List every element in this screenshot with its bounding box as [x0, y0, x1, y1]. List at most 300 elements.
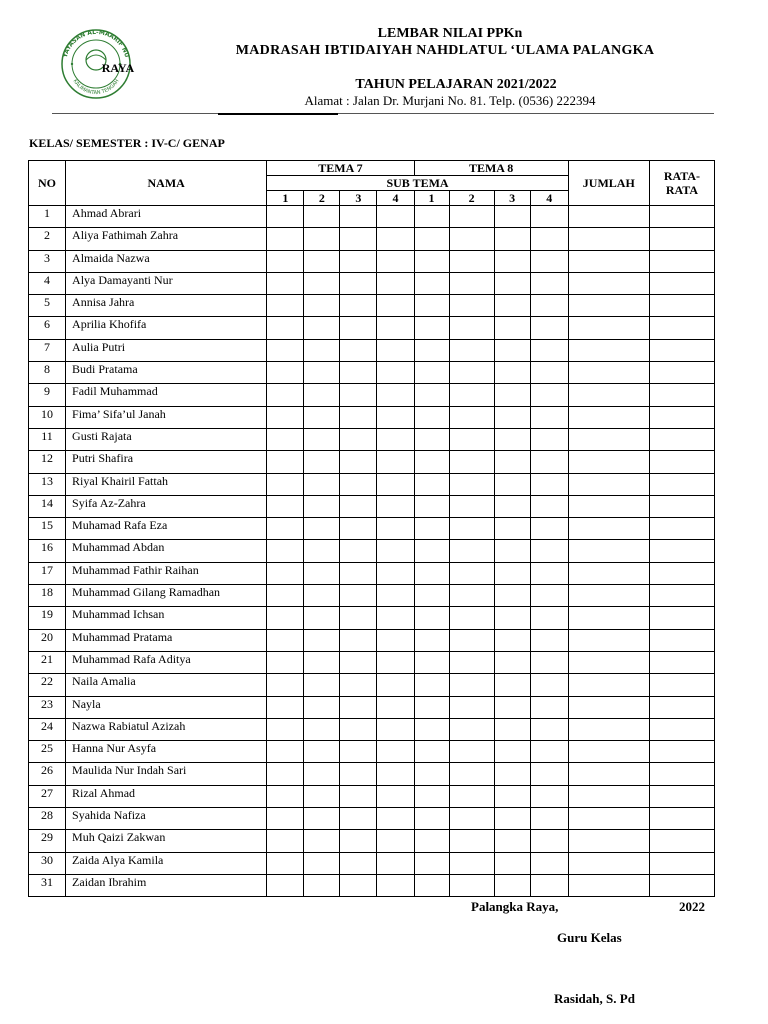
grade-cell[interactable]	[267, 272, 304, 294]
grade-cell[interactable]	[340, 651, 377, 673]
jumlah-cell[interactable]	[568, 562, 649, 584]
grade-cell[interactable]	[340, 295, 377, 317]
grade-cell[interactable]	[340, 718, 377, 740]
grade-cell[interactable]	[267, 607, 304, 629]
rata-rata-cell[interactable]	[649, 852, 714, 874]
grade-cell[interactable]	[530, 741, 568, 763]
grade-cell[interactable]	[340, 696, 377, 718]
jumlah-cell[interactable]	[568, 518, 649, 540]
grade-cell[interactable]	[414, 384, 449, 406]
grade-cell[interactable]	[377, 585, 414, 607]
grade-cell[interactable]	[530, 540, 568, 562]
rata-rata-cell[interactable]	[649, 562, 714, 584]
grade-cell[interactable]	[267, 696, 304, 718]
grade-cell[interactable]	[414, 228, 449, 250]
jumlah-cell[interactable]	[568, 406, 649, 428]
grade-cell[interactable]	[340, 585, 377, 607]
grade-cell[interactable]	[304, 272, 340, 294]
grade-cell[interactable]	[494, 495, 530, 517]
grade-cell[interactable]	[304, 406, 340, 428]
grade-cell[interactable]	[530, 206, 568, 228]
grade-cell[interactable]	[377, 206, 414, 228]
grade-cell[interactable]	[267, 785, 304, 807]
grade-cell[interactable]	[530, 562, 568, 584]
grade-cell[interactable]	[377, 808, 414, 830]
grade-cell[interactable]	[340, 852, 377, 874]
jumlah-cell[interactable]	[568, 339, 649, 361]
rata-rata-cell[interactable]	[649, 830, 714, 852]
rata-rata-cell[interactable]	[649, 473, 714, 495]
grade-cell[interactable]	[340, 763, 377, 785]
grade-cell[interactable]	[449, 228, 494, 250]
grade-cell[interactable]	[530, 295, 568, 317]
jumlah-cell[interactable]	[568, 295, 649, 317]
grade-cell[interactable]	[340, 206, 377, 228]
rata-rata-cell[interactable]	[649, 272, 714, 294]
grade-cell[interactable]	[377, 272, 414, 294]
grade-cell[interactable]	[340, 741, 377, 763]
grade-cell[interactable]	[267, 384, 304, 406]
grade-cell[interactable]	[377, 451, 414, 473]
grade-cell[interactable]	[449, 362, 494, 384]
jumlah-cell[interactable]	[568, 250, 649, 272]
grade-cell[interactable]	[377, 763, 414, 785]
rata-rata-cell[interactable]	[649, 428, 714, 450]
grade-cell[interactable]	[449, 562, 494, 584]
grade-cell[interactable]	[530, 651, 568, 673]
grade-cell[interactable]	[377, 540, 414, 562]
rata-rata-cell[interactable]	[649, 384, 714, 406]
rata-rata-cell[interactable]	[649, 495, 714, 517]
grade-cell[interactable]	[530, 250, 568, 272]
grade-cell[interactable]	[414, 428, 449, 450]
grade-cell[interactable]	[414, 406, 449, 428]
jumlah-cell[interactable]	[568, 495, 649, 517]
grade-cell[interactable]	[304, 518, 340, 540]
grade-cell[interactable]	[414, 585, 449, 607]
grade-cell[interactable]	[340, 272, 377, 294]
grade-cell[interactable]	[494, 651, 530, 673]
grade-cell[interactable]	[530, 317, 568, 339]
grade-cell[interactable]	[377, 874, 414, 896]
grade-cell[interactable]	[304, 874, 340, 896]
grade-cell[interactable]	[340, 540, 377, 562]
grade-cell[interactable]	[494, 473, 530, 495]
rata-rata-cell[interactable]	[649, 339, 714, 361]
grade-cell[interactable]	[267, 540, 304, 562]
grade-cell[interactable]	[267, 295, 304, 317]
rata-rata-cell[interactable]	[649, 228, 714, 250]
jumlah-cell[interactable]	[568, 317, 649, 339]
grade-cell[interactable]	[530, 808, 568, 830]
grade-cell[interactable]	[494, 763, 530, 785]
grade-cell[interactable]	[304, 741, 340, 763]
rata-rata-cell[interactable]	[649, 317, 714, 339]
grade-cell[interactable]	[377, 518, 414, 540]
grade-cell[interactable]	[304, 585, 340, 607]
grade-cell[interactable]	[494, 250, 530, 272]
jumlah-cell[interactable]	[568, 852, 649, 874]
grade-cell[interactable]	[304, 295, 340, 317]
grade-cell[interactable]	[494, 206, 530, 228]
grade-cell[interactable]	[267, 874, 304, 896]
rata-rata-cell[interactable]	[649, 718, 714, 740]
jumlah-cell[interactable]	[568, 384, 649, 406]
grade-cell[interactable]	[414, 629, 449, 651]
jumlah-cell[interactable]	[568, 763, 649, 785]
grade-cell[interactable]	[414, 808, 449, 830]
grade-cell[interactable]	[530, 228, 568, 250]
jumlah-cell[interactable]	[568, 428, 649, 450]
grade-cell[interactable]	[377, 495, 414, 517]
grade-cell[interactable]	[494, 540, 530, 562]
grade-cell[interactable]	[340, 495, 377, 517]
grade-cell[interactable]	[449, 607, 494, 629]
grade-cell[interactable]	[494, 428, 530, 450]
grade-cell[interactable]	[377, 295, 414, 317]
grade-cell[interactable]	[494, 562, 530, 584]
jumlah-cell[interactable]	[568, 696, 649, 718]
grade-cell[interactable]	[449, 696, 494, 718]
grade-cell[interactable]	[304, 674, 340, 696]
grade-cell[interactable]	[414, 206, 449, 228]
grade-cell[interactable]	[414, 272, 449, 294]
rata-rata-cell[interactable]	[649, 607, 714, 629]
grade-cell[interactable]	[414, 852, 449, 874]
jumlah-cell[interactable]	[568, 206, 649, 228]
grade-cell[interactable]	[530, 428, 568, 450]
grade-cell[interactable]	[449, 808, 494, 830]
grade-cell[interactable]	[530, 674, 568, 696]
rata-rata-cell[interactable]	[649, 250, 714, 272]
grade-cell[interactable]	[340, 808, 377, 830]
grade-cell[interactable]	[449, 473, 494, 495]
rata-rata-cell[interactable]	[649, 763, 714, 785]
grade-cell[interactable]	[449, 629, 494, 651]
grade-cell[interactable]	[340, 518, 377, 540]
rata-rata-cell[interactable]	[649, 585, 714, 607]
jumlah-cell[interactable]	[568, 874, 649, 896]
grade-cell[interactable]	[494, 674, 530, 696]
grade-cell[interactable]	[530, 362, 568, 384]
grade-cell[interactable]	[304, 384, 340, 406]
grade-cell[interactable]	[340, 874, 377, 896]
grade-cell[interactable]	[449, 495, 494, 517]
grade-cell[interactable]	[449, 317, 494, 339]
rata-rata-cell[interactable]	[649, 451, 714, 473]
grade-cell[interactable]	[267, 495, 304, 517]
grade-cell[interactable]	[449, 384, 494, 406]
jumlah-cell[interactable]	[568, 629, 649, 651]
grade-cell[interactable]	[449, 206, 494, 228]
grade-cell[interactable]	[377, 228, 414, 250]
grade-cell[interactable]	[304, 763, 340, 785]
grade-cell[interactable]	[304, 785, 340, 807]
grade-cell[interactable]	[494, 362, 530, 384]
grade-cell[interactable]	[414, 674, 449, 696]
grade-cell[interactable]	[414, 696, 449, 718]
grade-cell[interactable]	[449, 339, 494, 361]
grade-cell[interactable]	[340, 830, 377, 852]
grade-cell[interactable]	[340, 785, 377, 807]
grade-cell[interactable]	[494, 272, 530, 294]
grade-cell[interactable]	[494, 852, 530, 874]
grade-cell[interactable]	[449, 540, 494, 562]
grade-cell[interactable]	[267, 674, 304, 696]
grade-cell[interactable]	[377, 384, 414, 406]
grade-cell[interactable]	[449, 272, 494, 294]
jumlah-cell[interactable]	[568, 718, 649, 740]
grade-cell[interactable]	[530, 406, 568, 428]
grade-cell[interactable]	[304, 540, 340, 562]
grade-cell[interactable]	[414, 785, 449, 807]
jumlah-cell[interactable]	[568, 651, 649, 673]
grade-cell[interactable]	[267, 830, 304, 852]
grade-cell[interactable]	[494, 518, 530, 540]
grade-cell[interactable]	[414, 518, 449, 540]
grade-cell[interactable]	[414, 741, 449, 763]
grade-cell[interactable]	[340, 562, 377, 584]
grade-cell[interactable]	[377, 562, 414, 584]
grade-cell[interactable]	[304, 651, 340, 673]
grade-cell[interactable]	[340, 362, 377, 384]
grade-cell[interactable]	[530, 696, 568, 718]
rata-rata-cell[interactable]	[649, 785, 714, 807]
grade-cell[interactable]	[267, 852, 304, 874]
grade-cell[interactable]	[449, 585, 494, 607]
grade-cell[interactable]	[530, 830, 568, 852]
jumlah-cell[interactable]	[568, 451, 649, 473]
jumlah-cell[interactable]	[568, 830, 649, 852]
grade-cell[interactable]	[449, 651, 494, 673]
grade-cell[interactable]	[377, 696, 414, 718]
grade-cell[interactable]	[530, 585, 568, 607]
grade-cell[interactable]	[340, 384, 377, 406]
grade-cell[interactable]	[414, 250, 449, 272]
grade-cell[interactable]	[530, 607, 568, 629]
grade-cell[interactable]	[267, 339, 304, 361]
grade-cell[interactable]	[494, 228, 530, 250]
grade-cell[interactable]	[377, 852, 414, 874]
grade-cell[interactable]	[377, 651, 414, 673]
rata-rata-cell[interactable]	[649, 540, 714, 562]
grade-cell[interactable]	[494, 384, 530, 406]
grade-cell[interactable]	[377, 339, 414, 361]
grade-cell[interactable]	[377, 362, 414, 384]
grade-cell[interactable]	[449, 518, 494, 540]
grade-cell[interactable]	[267, 651, 304, 673]
grade-cell[interactable]	[530, 495, 568, 517]
grade-cell[interactable]	[530, 473, 568, 495]
grade-cell[interactable]	[304, 718, 340, 740]
grade-cell[interactable]	[377, 406, 414, 428]
grade-cell[interactable]	[340, 317, 377, 339]
grade-cell[interactable]	[530, 852, 568, 874]
grade-cell[interactable]	[340, 451, 377, 473]
grade-cell[interactable]	[304, 629, 340, 651]
grade-cell[interactable]	[340, 228, 377, 250]
grade-cell[interactable]	[340, 674, 377, 696]
grade-cell[interactable]	[414, 473, 449, 495]
grade-cell[interactable]	[304, 228, 340, 250]
grade-cell[interactable]	[267, 562, 304, 584]
grade-cell[interactable]	[377, 607, 414, 629]
grade-cell[interactable]	[494, 451, 530, 473]
grade-cell[interactable]	[494, 406, 530, 428]
rata-rata-cell[interactable]	[649, 674, 714, 696]
rata-rata-cell[interactable]	[649, 629, 714, 651]
grade-cell[interactable]	[530, 339, 568, 361]
grade-cell[interactable]	[449, 295, 494, 317]
grade-cell[interactable]	[377, 629, 414, 651]
jumlah-cell[interactable]	[568, 228, 649, 250]
grade-cell[interactable]	[267, 250, 304, 272]
grade-cell[interactable]	[530, 451, 568, 473]
grade-cell[interactable]	[304, 696, 340, 718]
grade-cell[interactable]	[377, 718, 414, 740]
grade-cell[interactable]	[449, 874, 494, 896]
grade-cell[interactable]	[494, 874, 530, 896]
jumlah-cell[interactable]	[568, 607, 649, 629]
grade-cell[interactable]	[340, 473, 377, 495]
grade-cell[interactable]	[449, 674, 494, 696]
grade-cell[interactable]	[414, 495, 449, 517]
grade-cell[interactable]	[414, 317, 449, 339]
grade-cell[interactable]	[304, 317, 340, 339]
grade-cell[interactable]	[267, 763, 304, 785]
grade-cell[interactable]	[304, 250, 340, 272]
grade-cell[interactable]	[267, 406, 304, 428]
grade-cell[interactable]	[414, 651, 449, 673]
grade-cell[interactable]	[494, 696, 530, 718]
jumlah-cell[interactable]	[568, 785, 649, 807]
grade-cell[interactable]	[414, 830, 449, 852]
grade-cell[interactable]	[494, 317, 530, 339]
grade-cell[interactable]	[304, 852, 340, 874]
grade-cell[interactable]	[449, 830, 494, 852]
grade-cell[interactable]	[530, 874, 568, 896]
rata-rata-cell[interactable]	[649, 362, 714, 384]
grade-cell[interactable]	[340, 428, 377, 450]
grade-cell[interactable]	[340, 607, 377, 629]
rata-rata-cell[interactable]	[649, 406, 714, 428]
grade-cell[interactable]	[267, 362, 304, 384]
grade-cell[interactable]	[304, 607, 340, 629]
grade-cell[interactable]	[414, 451, 449, 473]
grade-cell[interactable]	[267, 228, 304, 250]
rata-rata-cell[interactable]	[649, 696, 714, 718]
jumlah-cell[interactable]	[568, 540, 649, 562]
grade-cell[interactable]	[494, 629, 530, 651]
grade-cell[interactable]	[414, 362, 449, 384]
grade-cell[interactable]	[377, 428, 414, 450]
grade-cell[interactable]	[340, 339, 377, 361]
grade-cell[interactable]	[449, 451, 494, 473]
grade-cell[interactable]	[530, 763, 568, 785]
grade-cell[interactable]	[414, 763, 449, 785]
grade-cell[interactable]	[304, 495, 340, 517]
grade-cell[interactable]	[377, 785, 414, 807]
grade-cell[interactable]	[414, 295, 449, 317]
jumlah-cell[interactable]	[568, 362, 649, 384]
grade-cell[interactable]	[494, 718, 530, 740]
grade-cell[interactable]	[267, 451, 304, 473]
jumlah-cell[interactable]	[568, 808, 649, 830]
grade-cell[interactable]	[267, 629, 304, 651]
grade-cell[interactable]	[414, 874, 449, 896]
grade-cell[interactable]	[267, 317, 304, 339]
grade-cell[interactable]	[530, 629, 568, 651]
rata-rata-cell[interactable]	[649, 295, 714, 317]
grade-cell[interactable]	[530, 785, 568, 807]
grade-cell[interactable]	[304, 206, 340, 228]
grade-cell[interactable]	[414, 540, 449, 562]
grade-cell[interactable]	[414, 562, 449, 584]
rata-rata-cell[interactable]	[649, 808, 714, 830]
grade-cell[interactable]	[340, 250, 377, 272]
grade-cell[interactable]	[267, 808, 304, 830]
grade-cell[interactable]	[494, 830, 530, 852]
grade-cell[interactable]	[449, 763, 494, 785]
grade-cell[interactable]	[304, 808, 340, 830]
grade-cell[interactable]	[377, 674, 414, 696]
grade-cell[interactable]	[494, 339, 530, 361]
grade-cell[interactable]	[494, 808, 530, 830]
grade-cell[interactable]	[377, 317, 414, 339]
grade-cell[interactable]	[449, 250, 494, 272]
grade-cell[interactable]	[494, 785, 530, 807]
jumlah-cell[interactable]	[568, 674, 649, 696]
grade-cell[interactable]	[494, 607, 530, 629]
grade-cell[interactable]	[304, 428, 340, 450]
grade-cell[interactable]	[377, 473, 414, 495]
grade-cell[interactable]	[267, 585, 304, 607]
grade-cell[interactable]	[414, 718, 449, 740]
grade-cell[interactable]	[377, 830, 414, 852]
grade-cell[interactable]	[377, 250, 414, 272]
grade-cell[interactable]	[449, 718, 494, 740]
grade-cell[interactable]	[377, 741, 414, 763]
grade-cell[interactable]	[340, 406, 377, 428]
grade-cell[interactable]	[304, 562, 340, 584]
rata-rata-cell[interactable]	[649, 874, 714, 896]
rata-rata-cell[interactable]	[649, 741, 714, 763]
grade-cell[interactable]	[449, 785, 494, 807]
grade-cell[interactable]	[267, 206, 304, 228]
grade-cell[interactable]	[304, 451, 340, 473]
jumlah-cell[interactable]	[568, 585, 649, 607]
grade-cell[interactable]	[449, 406, 494, 428]
grade-cell[interactable]	[340, 629, 377, 651]
grade-cell[interactable]	[267, 718, 304, 740]
jumlah-cell[interactable]	[568, 272, 649, 294]
jumlah-cell[interactable]	[568, 741, 649, 763]
rata-rata-cell[interactable]	[649, 206, 714, 228]
grade-cell[interactable]	[530, 384, 568, 406]
grade-cell[interactable]	[449, 428, 494, 450]
grade-cell[interactable]	[530, 272, 568, 294]
grade-cell[interactable]	[530, 718, 568, 740]
jumlah-cell[interactable]	[568, 473, 649, 495]
grade-cell[interactable]	[449, 852, 494, 874]
rata-rata-cell[interactable]	[649, 518, 714, 540]
grade-cell[interactable]	[494, 585, 530, 607]
grade-cell[interactable]	[304, 339, 340, 361]
grade-cell[interactable]	[304, 830, 340, 852]
grade-cell[interactable]	[530, 518, 568, 540]
grade-cell[interactable]	[494, 741, 530, 763]
grade-cell[interactable]	[267, 741, 304, 763]
